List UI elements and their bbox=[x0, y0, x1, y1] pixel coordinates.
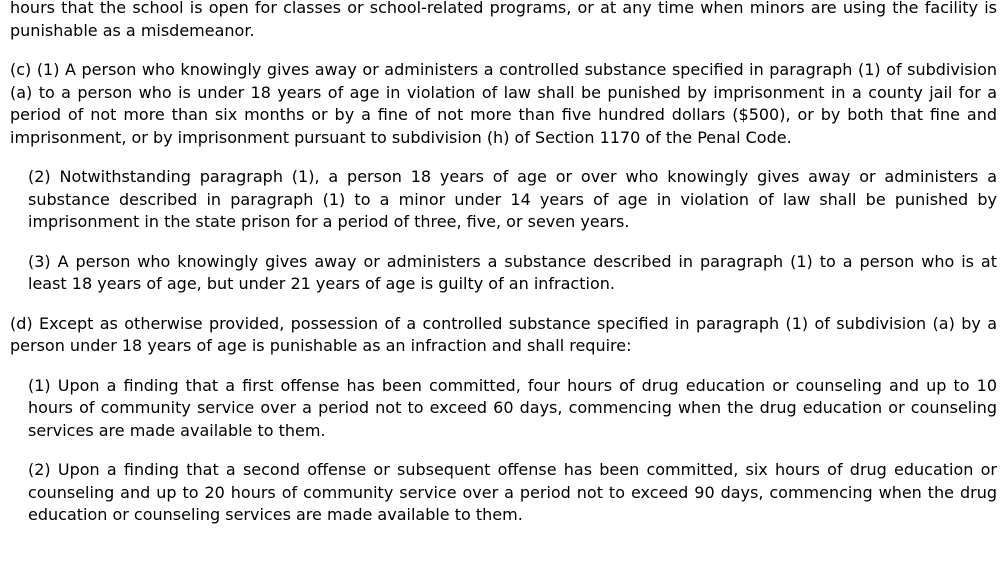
paragraph-d-2: (2) Upon a finding that a second offense or subsequent offense has been committed, six hours of drug education or counseling and up to 20 hours of community service over a period not to exceed 90 days, commencing when the drug education or counseling services are made available to them. bbox=[28, 460, 997, 524]
paragraph-c-2: (2) Notwithstanding paragraph (1), a person 18 years of age or over who knowingly gives away or administers a substance described in paragraph (1) to a minor under 14 years of age in violation of law shall be punished by imprisonment in the state prison for a period of three, five, or seven years. bbox=[28, 167, 997, 231]
paragraph-c-1: (c) (1) A person who knowingly gives away or administers a controlled substance specified in paragraph (1) of subdivision (a) to a person who is under 18 years of age in violation of law shall be punished by imprisonment in a county jail for a period of not more than six months or by a fine of not more than five hundred dollars ($500), or by both that fine and imprisonment, or by imprisonment pursuant to subdivision (h) of Section 1170 of the Penal Code. bbox=[10, 60, 997, 147]
paragraph-d-1: (1) Upon a finding that a first offense has been committed, four hours of drug education or counseling and up to 10 hours of community service over a period not to exceed 60 days, commencing when the drug education or counseling services are made available to them. bbox=[28, 375, 997, 440]
paragraph-d: (d) Except as otherwise provided, possession of a controlled substance specified in paragraph (1) of subdivision (a) by a person under 18 years of age is punishable as an infraction and shall require: bbox=[10, 313, 997, 355]
paragraph-b-continuation: hours that the school is open for classes or school-related programs, or at any time when minors are using the facility is punishable as a misdemeanor. bbox=[10, 0, 997, 40]
statute-document bbox=[10, 0, 997, 527]
paragraph-c-3: (3) A person who knowingly gives away or administers a substance described in paragraph (1) to a person who is at least 18 years of age, but under 21 years of age is guilty of an infraction. bbox=[28, 251, 997, 293]
